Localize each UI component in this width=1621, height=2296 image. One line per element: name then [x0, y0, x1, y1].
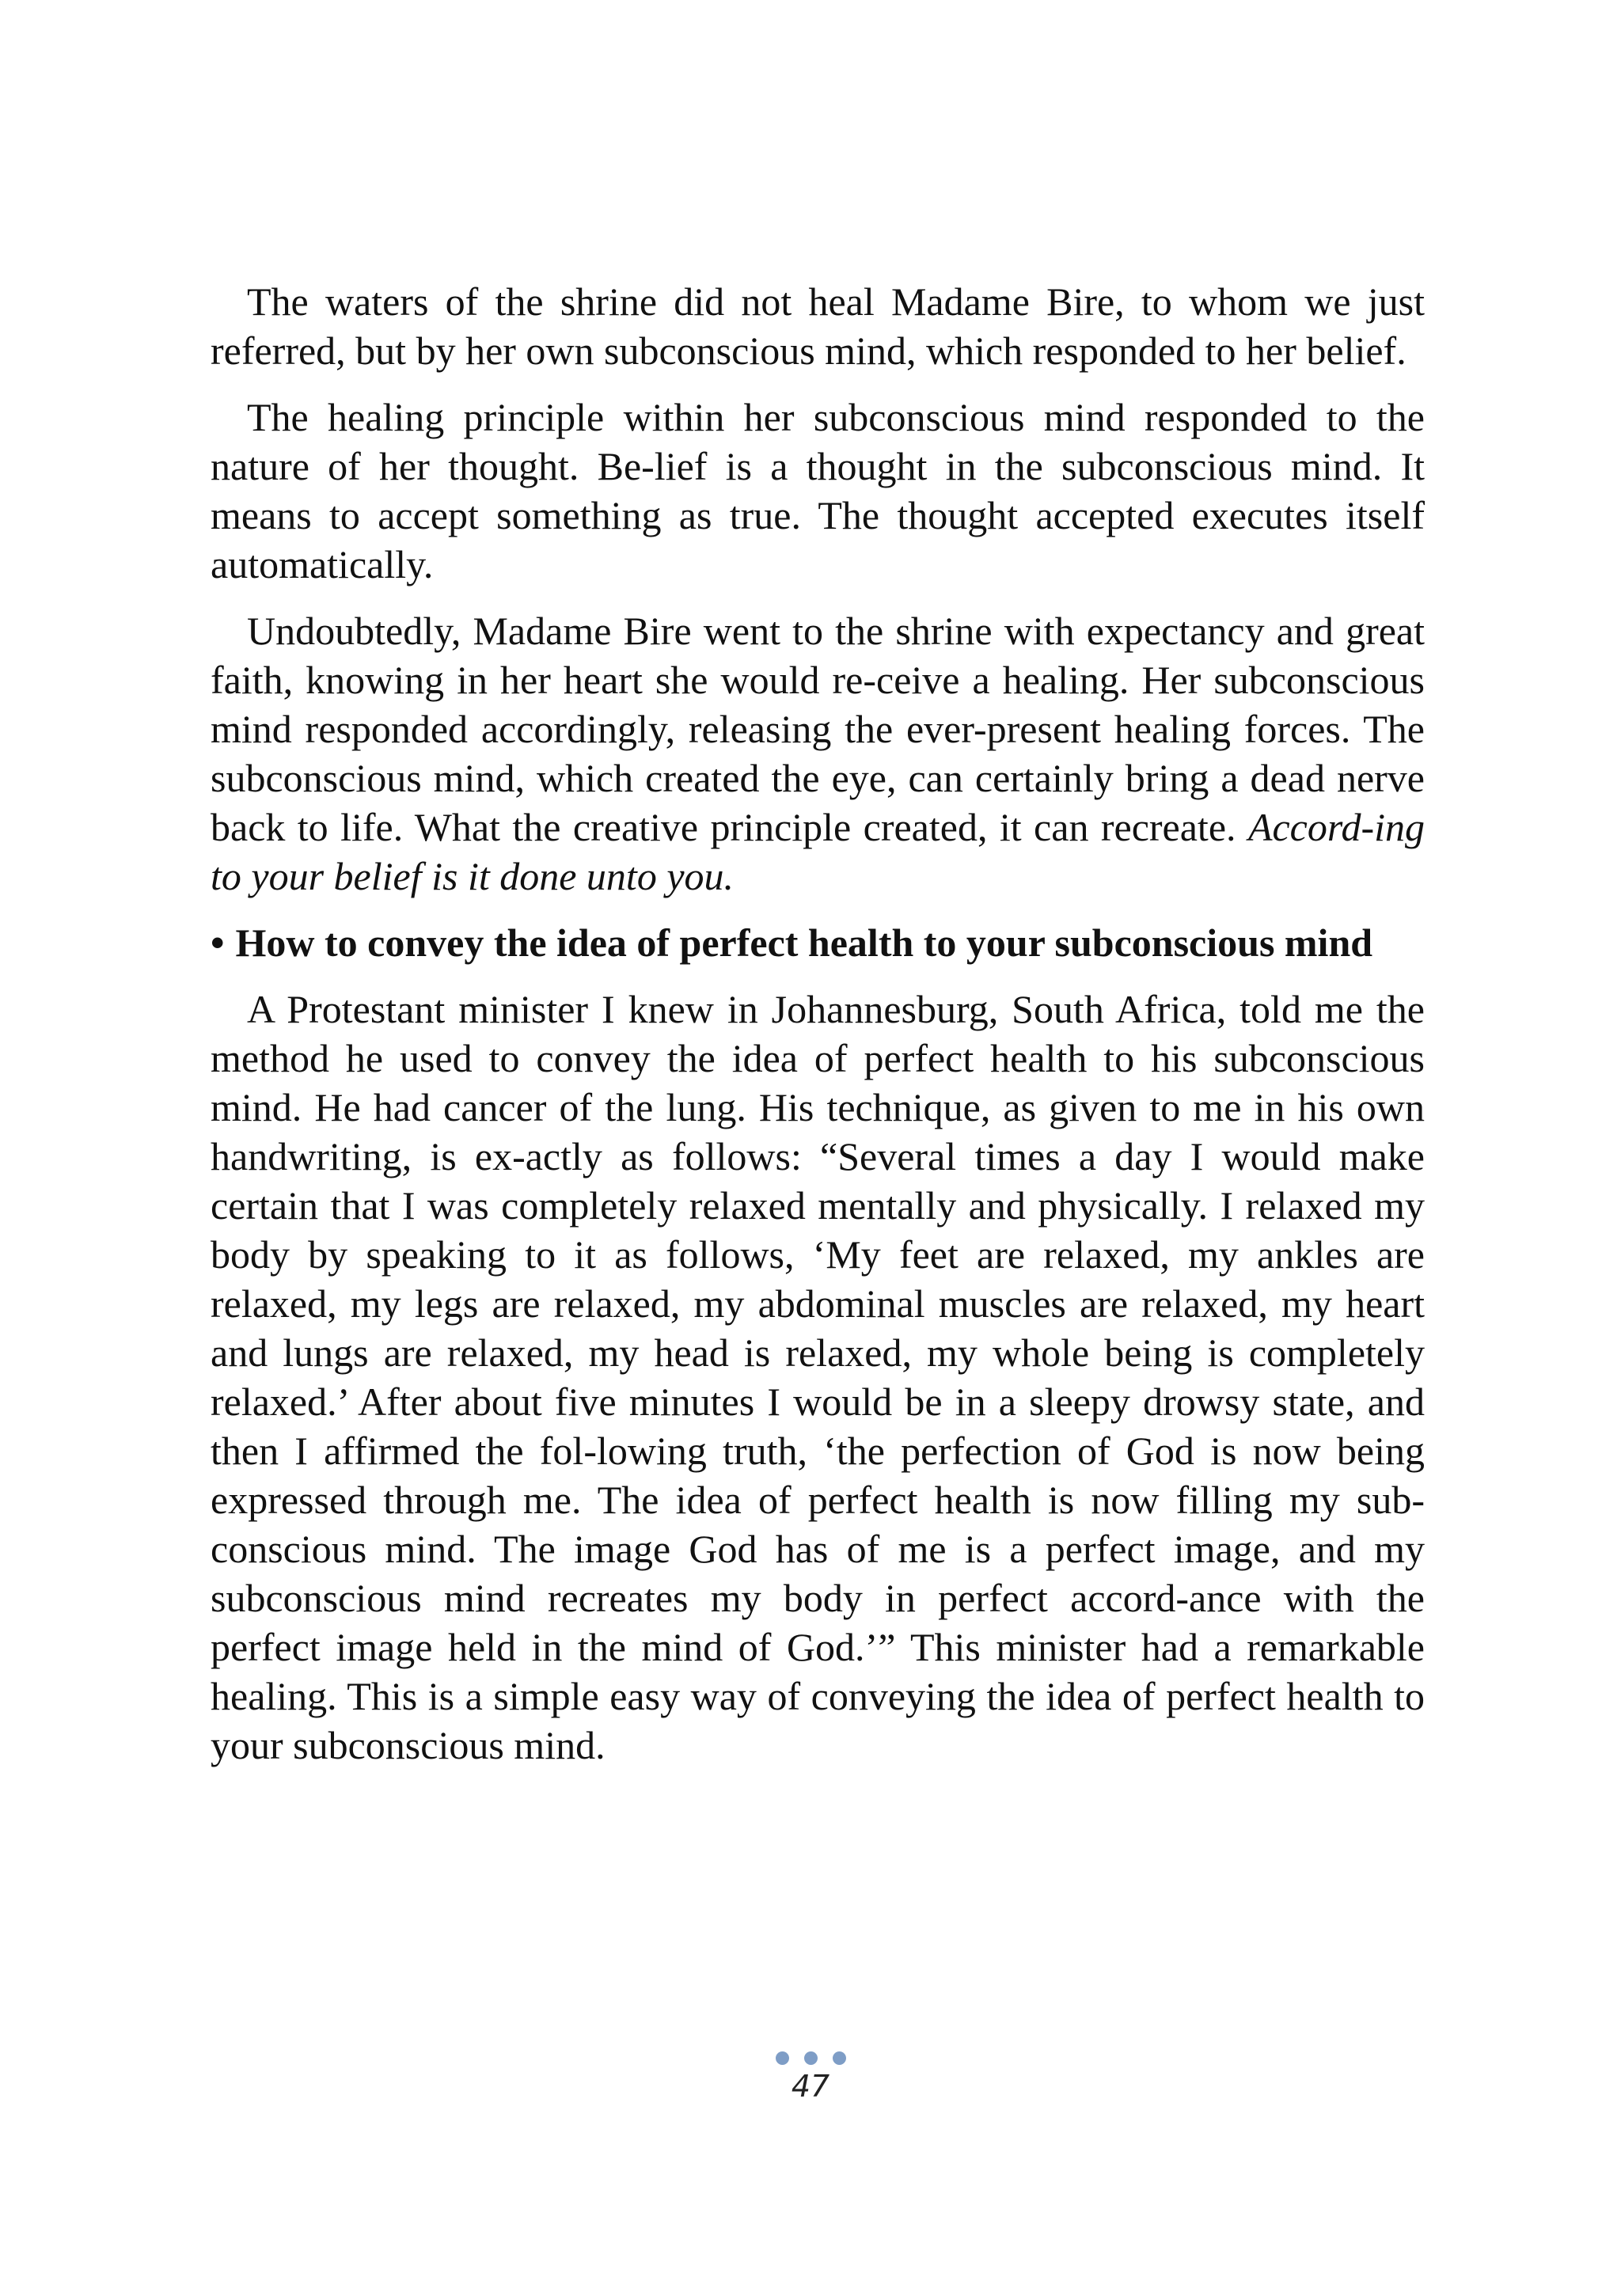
- dot-icon: [804, 2051, 818, 2065]
- paragraph-text: Undoubtedly, Madame Bire went to the shrine with expectancy and great faith, knowing in her heart she would re-ceive a healing. Her subconscious mind responded accordingly, releasing the ever-present healing forces. The subconscious mind, which created the eye, can certainly bring a dead nerve back to life. What the creative principle created, it can recreate.: [211, 609, 1425, 849]
- bullet-icon: •: [211, 920, 225, 965]
- dot-icon: [776, 2051, 789, 2065]
- page-footer: [0, 2051, 1621, 2104]
- dot-icon: [833, 2051, 846, 2065]
- page-number: 47: [791, 2069, 830, 2104]
- paragraph-protestant-minister: A Protestant minister I knew in Johannesburg, South Africa, told me the method he used to convey the idea of perfect health to his subconscious mind. He had cancer of the lung. His technique, as given to me in his own handwriting, is ex-actly as follows: “Several times a day I would make certain that I was completely relaxed mentally and physically. I relaxed my body by speaking to it as follows, ‘My feet are relaxed, my ankles are relaxed, my legs are relaxed, my abdominal muscles are relaxed, my heart and lungs are relaxed, my head is relaxed, my whole being is completely relaxed.’ After about five minutes I would be in a sleepy drowsy state, and then I affirmed the fol-lowing truth, ‘the perfection of God is now being expressed through me. The idea of perfect health is now filling my sub-conscious mind. The image God has of me is a perfect image, and my subconscious mind recreates my body in perfect accord-ance with the perfect image held in the mind of God.’” This minister had a remarkable healing. This is a simple easy way of conveying the idea of perfect health to your subconscious mind.: [211, 987, 1425, 1767]
- section-heading: [211, 918, 1425, 967]
- page-body: [211, 277, 1425, 1787]
- paragraph-healing-principle: The healing principle within her subconscious mind responded to the nature of her thought. Be-lief is a thought in the subconscious mind. It means to accept something as true. The thought accepted executes itself automatically.: [211, 395, 1425, 586]
- ellipsis-dots-icon: [0, 2051, 1621, 2066]
- paragraph-madame-bire-faith: [211, 606, 1425, 901]
- italic-quote: Accord-ing to your belief is it done unto you.: [211, 805, 1425, 898]
- section-heading-text: How to convey the idea of perfect health to your subconscious mind: [235, 920, 1373, 965]
- paragraph-shrine-waters: The waters of the shrine did not heal Madame Bire, to whom we just referred, but by her own subconscious mind, which responded to her belief.: [211, 279, 1425, 373]
